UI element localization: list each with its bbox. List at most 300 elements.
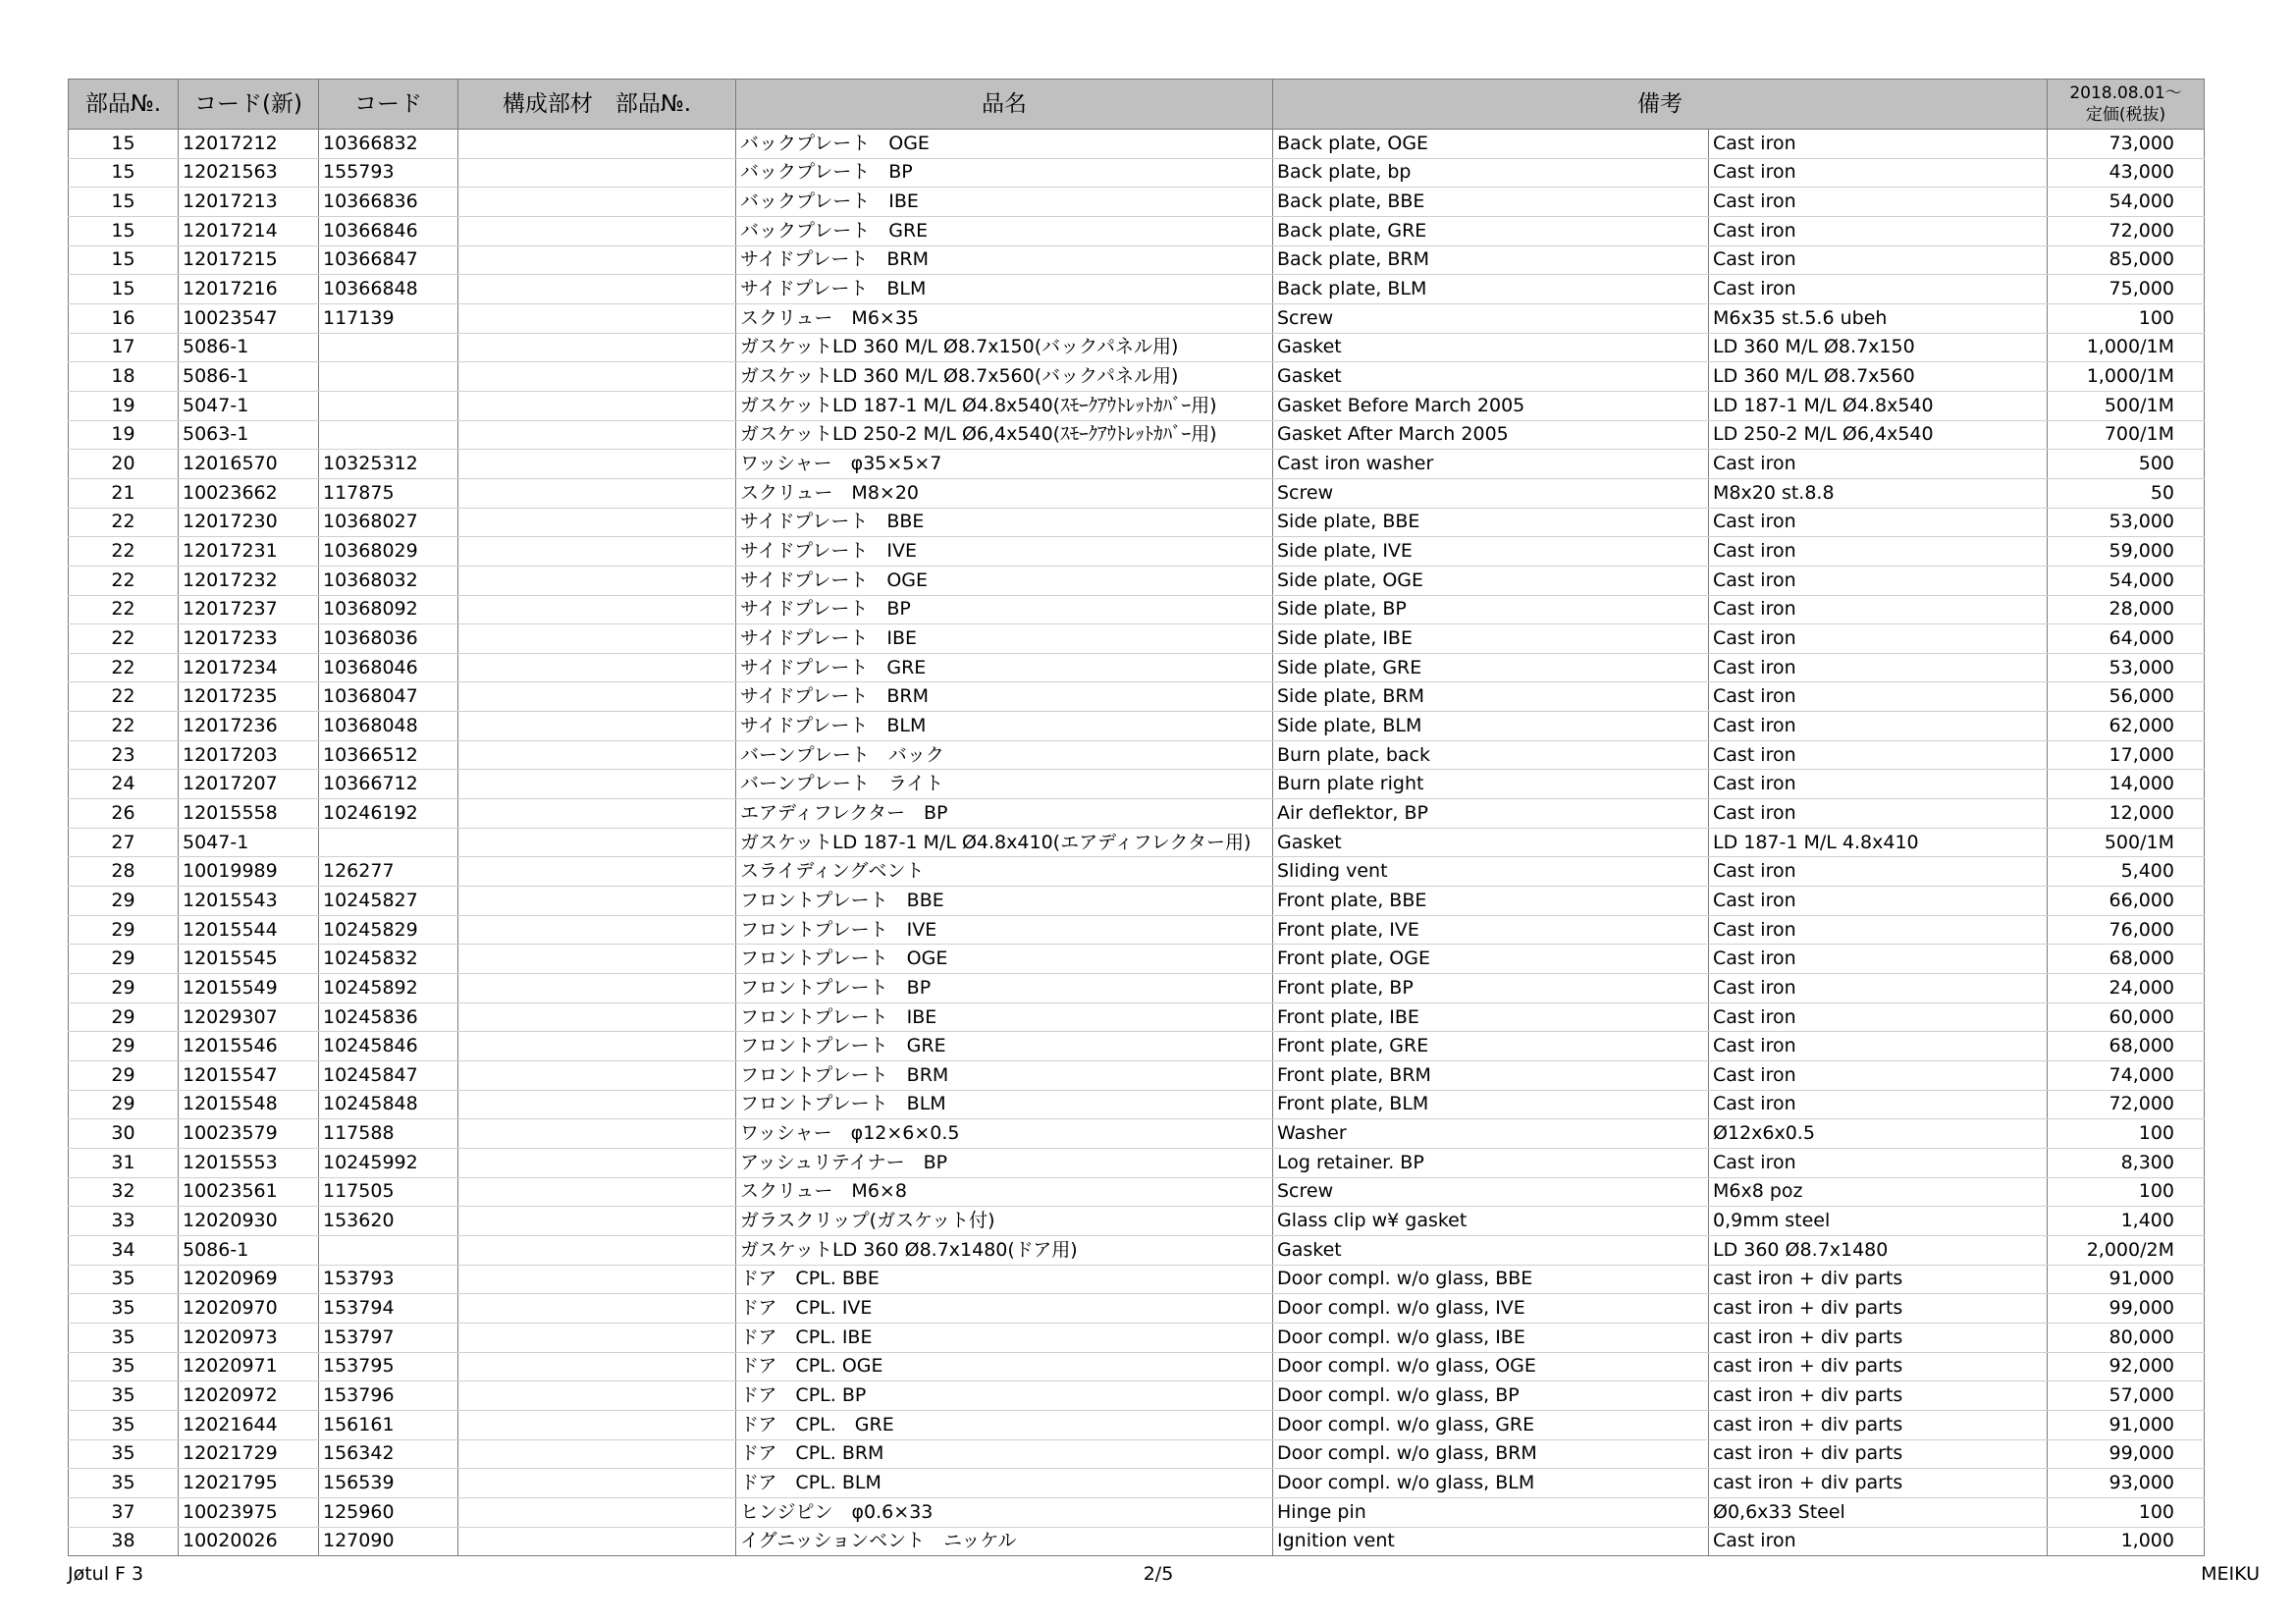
- cell-code: 127090: [319, 1527, 458, 1556]
- cell-code-new: 10019989: [179, 857, 319, 887]
- table-row: [69, 1352, 2205, 1381]
- cell-code-new: 12015545: [179, 945, 319, 974]
- cell-code-new: 12017207: [179, 770, 319, 799]
- cell-name: サイドプレート BBE: [736, 508, 1273, 537]
- cell-code-new: 12015544: [179, 915, 319, 945]
- footer-page-number: 2/5: [1143, 1563, 1174, 1585]
- table-row: [69, 857, 2205, 887]
- cell-part-no: 22: [69, 624, 179, 654]
- cell-code: 10245992: [319, 1148, 458, 1177]
- cell-remarks-en: Front plate, BBE: [1273, 887, 1709, 916]
- cell-remarks-en: Screw: [1273, 478, 1709, 508]
- cell-component-part-no: [458, 216, 736, 245]
- table-row: [69, 740, 2205, 770]
- table-row: [69, 1090, 2205, 1119]
- cell-part-no: 26: [69, 799, 179, 829]
- cell-part-no: 15: [69, 245, 179, 275]
- table-row: [69, 1148, 2205, 1177]
- cell-remarks-en: Door compl. w/o glass, BLM: [1273, 1469, 1709, 1498]
- cell-code-new: 12017213: [179, 188, 319, 217]
- cell-part-no: 22: [69, 653, 179, 682]
- cell-component-part-no: [458, 1148, 736, 1177]
- cell-component-part-no: [458, 1061, 736, 1091]
- cell-part-no: 33: [69, 1207, 179, 1236]
- header-component-part-no: 構成部材 部品№.: [458, 80, 736, 130]
- cell-remarks-material: Cast iron: [1709, 188, 2048, 217]
- cell-name: フロントプレート IBE: [736, 1002, 1273, 1032]
- cell-component-part-no: [458, 508, 736, 537]
- table-row: [69, 420, 2205, 450]
- cell-part-no: 29: [69, 1061, 179, 1091]
- cell-code: 10245829: [319, 915, 458, 945]
- cell-code: 10368046: [319, 653, 458, 682]
- cell-remarks-material: Cast iron: [1709, 1032, 2048, 1061]
- cell-name: サイドプレート BLM: [736, 712, 1273, 741]
- cell-code: 117505: [319, 1177, 458, 1207]
- cell-code: [319, 362, 458, 392]
- table-row: [69, 1469, 2205, 1498]
- cell-remarks-material: Cast iron: [1709, 1527, 2048, 1556]
- cell-part-no: 19: [69, 391, 179, 420]
- cell-name: ドア CPL. BLM: [736, 1469, 1273, 1498]
- table-row: [69, 216, 2205, 245]
- table-row: [69, 828, 2205, 857]
- cell-remarks-material: Cast iron: [1709, 1061, 2048, 1091]
- table-row: [69, 333, 2205, 362]
- cell-name: ドア CPL. BBE: [736, 1265, 1273, 1294]
- cell-component-part-no: [458, 974, 736, 1003]
- cell-part-no: 29: [69, 1002, 179, 1032]
- cell-remarks-en: Back plate, BLM: [1273, 275, 1709, 304]
- cell-part-no: 15: [69, 275, 179, 304]
- cell-remarks-material: cast iron + div parts: [1709, 1294, 2048, 1324]
- cell-remarks-en: Side plate, BP: [1273, 595, 1709, 624]
- cell-code-new: 12017233: [179, 624, 319, 654]
- cell-part-no: 28: [69, 857, 179, 887]
- cell-part-no: 22: [69, 712, 179, 741]
- table-row: [69, 1497, 2205, 1527]
- cell-price: 72,000: [2048, 216, 2205, 245]
- cell-code-new: 12020970: [179, 1294, 319, 1324]
- cell-code-new: 12021563: [179, 158, 319, 188]
- cell-code: 10366512: [319, 740, 458, 770]
- cell-component-part-no: [458, 1323, 736, 1352]
- cell-remarks-en: Side plate, BBE: [1273, 508, 1709, 537]
- table-row: [69, 1177, 2205, 1207]
- cell-part-no: 15: [69, 188, 179, 217]
- cell-remarks-material: Cast iron: [1709, 799, 2048, 829]
- cell-component-part-no: [458, 595, 736, 624]
- cell-name: フロントプレート BLM: [736, 1090, 1273, 1119]
- cell-part-no: 21: [69, 478, 179, 508]
- cell-code: 10245832: [319, 945, 458, 974]
- cell-code-new: 12029307: [179, 1002, 319, 1032]
- cell-component-part-no: [458, 1381, 736, 1411]
- cell-component-part-no: [458, 333, 736, 362]
- cell-code: 10366836: [319, 188, 458, 217]
- cell-price: 43,000: [2048, 158, 2205, 188]
- cell-code-new: 12017212: [179, 130, 319, 159]
- cell-remarks-en: Gasket Before March 2005: [1273, 391, 1709, 420]
- cell-code: 10368029: [319, 537, 458, 567]
- cell-price: 100: [2048, 1177, 2205, 1207]
- cell-remarks-en: Back plate, BRM: [1273, 245, 1709, 275]
- cell-price: 100: [2048, 1119, 2205, 1149]
- cell-price: 66,000: [2048, 887, 2205, 916]
- cell-code-new: 5086-1: [179, 333, 319, 362]
- cell-remarks-material: M6x8 poz: [1709, 1177, 2048, 1207]
- cell-remarks-en: Gasket: [1273, 1235, 1709, 1265]
- table-row: [69, 362, 2205, 392]
- cell-remarks-material: Cast iron: [1709, 1090, 2048, 1119]
- cell-remarks-en: Burn plate right: [1273, 770, 1709, 799]
- cell-remarks-en: Door compl. w/o glass, BBE: [1273, 1265, 1709, 1294]
- cell-component-part-no: [458, 1032, 736, 1061]
- cell-code: 117588: [319, 1119, 458, 1149]
- cell-remarks-en: Side plate, IVE: [1273, 537, 1709, 567]
- table-row: [69, 566, 2205, 595]
- cell-remarks-material: Cast iron: [1709, 653, 2048, 682]
- table-row: [69, 1323, 2205, 1352]
- cell-name: ワッシャー φ35×5×7: [736, 450, 1273, 479]
- cell-part-no: 15: [69, 130, 179, 159]
- cell-remarks-en: Side plate, IBE: [1273, 624, 1709, 654]
- table-header: [69, 80, 2205, 130]
- cell-remarks-en: Back plate, BBE: [1273, 188, 1709, 217]
- cell-price: 60,000: [2048, 1002, 2205, 1032]
- cell-component-part-no: [458, 188, 736, 217]
- cell-remarks-material: M6x35 st.5.6 ubeh: [1709, 303, 2048, 333]
- cell-remarks-material: Cast iron: [1709, 624, 2048, 654]
- cell-price: 68,000: [2048, 1032, 2205, 1061]
- cell-code-new: 12017235: [179, 682, 319, 712]
- cell-remarks-material: cast iron + div parts: [1709, 1352, 2048, 1381]
- cell-code: [319, 333, 458, 362]
- cell-remarks-material: LD 250-2 M/L Ø6,4x540: [1709, 420, 2048, 450]
- cell-code-new: 12017215: [179, 245, 319, 275]
- cell-code: 10366712: [319, 770, 458, 799]
- cell-remarks-material: Cast iron: [1709, 537, 2048, 567]
- cell-code-new: 12015547: [179, 1061, 319, 1091]
- cell-price: 68,000: [2048, 945, 2205, 974]
- cell-price: 75,000: [2048, 275, 2205, 304]
- header-price-date: 2018.08.01～: [2069, 83, 2182, 103]
- cell-part-no: 35: [69, 1265, 179, 1294]
- cell-code: 10245827: [319, 887, 458, 916]
- cell-name: ガスケットLD 187-1 M/L Ø4.8x540(ｽﾓｰｸｱｳﾄﾚｯﾄｶﾊﾞｰ用): [736, 391, 1273, 420]
- cell-remarks-en: Door compl. w/o glass, OGE: [1273, 1352, 1709, 1381]
- table-row: [69, 770, 2205, 799]
- cell-remarks-material: Cast iron: [1709, 857, 2048, 887]
- cell-name: ワッシャー φ12×6×0.5: [736, 1119, 1273, 1149]
- cell-code: 155793: [319, 158, 458, 188]
- cell-remarks-material: Cast iron: [1709, 712, 2048, 741]
- cell-remarks-en: Cast iron washer: [1273, 450, 1709, 479]
- cell-name: バックプレート OGE: [736, 130, 1273, 159]
- cell-part-no: 22: [69, 682, 179, 712]
- cell-name: ガスケットLD 187-1 M/L Ø4.8x410(エアディフレクター用): [736, 828, 1273, 857]
- cell-price: 8,300: [2048, 1148, 2205, 1177]
- cell-remarks-en: Glass clip w¥ gasket: [1273, 1207, 1709, 1236]
- cell-code-new: 10023547: [179, 303, 319, 333]
- cell-component-part-no: [458, 1265, 736, 1294]
- table-row: [69, 1032, 2205, 1061]
- cell-code-new: 12017234: [179, 653, 319, 682]
- cell-code-new: 12015546: [179, 1032, 319, 1061]
- table-row: [69, 1265, 2205, 1294]
- cell-name: バーンプレート バック: [736, 740, 1273, 770]
- cell-remarks-material: Cast iron: [1709, 974, 2048, 1003]
- cell-code-new: 12015543: [179, 887, 319, 916]
- footer-company: MEIKU: [2201, 1563, 2260, 1585]
- table-row: [69, 915, 2205, 945]
- cell-code: 156161: [319, 1410, 458, 1439]
- cell-remarks-material: Cast iron: [1709, 945, 2048, 974]
- cell-part-no: 19: [69, 420, 179, 450]
- table-row: [69, 1002, 2205, 1032]
- cell-part-no: 17: [69, 333, 179, 362]
- cell-code-new: 10023561: [179, 1177, 319, 1207]
- cell-part-no: 35: [69, 1294, 179, 1324]
- cell-part-no: 22: [69, 566, 179, 595]
- cell-name: サイドプレート OGE: [736, 566, 1273, 595]
- cell-code-new: 5047-1: [179, 391, 319, 420]
- cell-code: 10368036: [319, 624, 458, 654]
- cell-remarks-en: Gasket After March 2005: [1273, 420, 1709, 450]
- cell-price: 62,000: [2048, 712, 2205, 741]
- cell-code-new: 12015548: [179, 1090, 319, 1119]
- cell-remarks-material: Cast iron: [1709, 130, 2048, 159]
- cell-code: 117875: [319, 478, 458, 508]
- cell-code-new: 12017230: [179, 508, 319, 537]
- cell-component-part-no: [458, 857, 736, 887]
- cell-remarks-material: LD 360 M/L Ø8.7x560: [1709, 362, 2048, 392]
- cell-component-part-no: [458, 478, 736, 508]
- cell-price: 17,000: [2048, 740, 2205, 770]
- cell-code: [319, 828, 458, 857]
- cell-remarks-material: Cast iron: [1709, 566, 2048, 595]
- cell-component-part-no: [458, 1497, 736, 1527]
- cell-price: 53,000: [2048, 653, 2205, 682]
- cell-price: 74,000: [2048, 1061, 2205, 1091]
- cell-code-new: 12020930: [179, 1207, 319, 1236]
- header-code-new: コード(新): [179, 80, 319, 130]
- cell-remarks-material: LD 187-1 M/L 4.8x410: [1709, 828, 2048, 857]
- cell-price: 5,400: [2048, 857, 2205, 887]
- cell-name: ドア CPL. BP: [736, 1381, 1273, 1411]
- cell-code: 10245848: [319, 1090, 458, 1119]
- cell-component-part-no: [458, 1177, 736, 1207]
- cell-name: フロントプレート BBE: [736, 887, 1273, 916]
- cell-remarks-en: Front plate, IVE: [1273, 915, 1709, 945]
- cell-price: 80,000: [2048, 1323, 2205, 1352]
- cell-component-part-no: [458, 566, 736, 595]
- header-name: 品名: [736, 80, 1273, 130]
- table-row: [69, 245, 2205, 275]
- cell-component-part-no: [458, 420, 736, 450]
- cell-part-no: 35: [69, 1410, 179, 1439]
- table-row: [69, 1207, 2205, 1236]
- cell-remarks-en: Screw: [1273, 303, 1709, 333]
- cell-component-part-no: [458, 1527, 736, 1556]
- cell-remarks-en: Front plate, OGE: [1273, 945, 1709, 974]
- cell-part-no: 22: [69, 537, 179, 567]
- cell-remarks-en: Washer: [1273, 1119, 1709, 1149]
- cell-name: フロントプレート GRE: [736, 1032, 1273, 1061]
- cell-price: 1,400: [2048, 1207, 2205, 1236]
- cell-remarks-en: Gasket: [1273, 362, 1709, 392]
- table-row: [69, 1381, 2205, 1411]
- cell-code: 10368027: [319, 508, 458, 537]
- cell-component-part-no: [458, 303, 736, 333]
- cell-price: 500: [2048, 450, 2205, 479]
- cell-code-new: 12015553: [179, 1148, 319, 1177]
- cell-name: スクリュー M8×20: [736, 478, 1273, 508]
- table-row: [69, 1061, 2205, 1091]
- cell-part-no: 35: [69, 1439, 179, 1469]
- cell-code-new: 12015558: [179, 799, 319, 829]
- cell-code: 10366848: [319, 275, 458, 304]
- cell-code-new: 12015549: [179, 974, 319, 1003]
- cell-component-part-no: [458, 1090, 736, 1119]
- table-row: [69, 1235, 2205, 1265]
- cell-component-part-no: [458, 682, 736, 712]
- cell-code: 153797: [319, 1323, 458, 1352]
- cell-price: 91,000: [2048, 1410, 2205, 1439]
- cell-code: 10245847: [319, 1061, 458, 1091]
- cell-name: ドア CPL. BRM: [736, 1439, 1273, 1469]
- cell-remarks-material: cast iron + div parts: [1709, 1381, 2048, 1411]
- cell-component-part-no: [458, 887, 736, 916]
- cell-name: スクリュー M6×8: [736, 1177, 1273, 1207]
- cell-remarks-material: Cast iron: [1709, 216, 2048, 245]
- cell-code-new: 5086-1: [179, 1235, 319, 1265]
- cell-code: 10245846: [319, 1032, 458, 1061]
- cell-remarks-material: cast iron + div parts: [1709, 1469, 2048, 1498]
- cell-price: 12,000: [2048, 799, 2205, 829]
- cell-component-part-no: [458, 1294, 736, 1324]
- cell-price: 24,000: [2048, 974, 2205, 1003]
- cell-price: 500/1M: [2048, 828, 2205, 857]
- cell-component-part-no: [458, 624, 736, 654]
- cell-code: 10366847: [319, 245, 458, 275]
- cell-part-no: 29: [69, 915, 179, 945]
- cell-part-no: 16: [69, 303, 179, 333]
- cell-price: 72,000: [2048, 1090, 2205, 1119]
- cell-price: 14,000: [2048, 770, 2205, 799]
- cell-price: 99,000: [2048, 1294, 2205, 1324]
- cell-component-part-no: [458, 1002, 736, 1032]
- cell-code-new: 12016570: [179, 450, 319, 479]
- cell-code-new: 10023579: [179, 1119, 319, 1149]
- cell-part-no: 37: [69, 1497, 179, 1527]
- cell-name: サイドプレート GRE: [736, 653, 1273, 682]
- cell-remarks-en: Door compl. w/o glass, GRE: [1273, 1410, 1709, 1439]
- cell-price: 54,000: [2048, 566, 2205, 595]
- cell-remarks-en: Back plate, bp: [1273, 158, 1709, 188]
- cell-name: ガラスクリップ(ガスケット付): [736, 1207, 1273, 1236]
- cell-name: サイドプレート IVE: [736, 537, 1273, 567]
- table-row: [69, 303, 2205, 333]
- cell-price: 500/1M: [2048, 391, 2205, 420]
- cell-name: バックプレート IBE: [736, 188, 1273, 217]
- cell-name: ヒンジピン φ0.6×33: [736, 1497, 1273, 1527]
- cell-name: ドア CPL. OGE: [736, 1352, 1273, 1381]
- cell-name: バックプレート BP: [736, 158, 1273, 188]
- cell-price: 100: [2048, 303, 2205, 333]
- table-row: [69, 537, 2205, 567]
- cell-component-part-no: [458, 770, 736, 799]
- cell-component-part-no: [458, 391, 736, 420]
- cell-name: バーンプレート ライト: [736, 770, 1273, 799]
- table-row: [69, 887, 2205, 916]
- cell-code-new: 5047-1: [179, 828, 319, 857]
- table-row: [69, 450, 2205, 479]
- cell-remarks-material: Cast iron: [1709, 158, 2048, 188]
- cell-name: ガスケットLD 360 M/L Ø8.7x560(バックパネル用): [736, 362, 1273, 392]
- cell-code: 153620: [319, 1207, 458, 1236]
- cell-remarks-material: Ø0,6x33 Steel: [1709, 1497, 2048, 1527]
- cell-code: 153796: [319, 1381, 458, 1411]
- cell-code: [319, 1235, 458, 1265]
- table-row: [69, 682, 2205, 712]
- cell-price: 100: [2048, 1497, 2205, 1527]
- table-row: [69, 974, 2205, 1003]
- header-remarks: 備考: [1273, 80, 2048, 130]
- cell-code: 117139: [319, 303, 458, 333]
- cell-remarks-material: cast iron + div parts: [1709, 1323, 2048, 1352]
- cell-code: 156342: [319, 1439, 458, 1469]
- cell-component-part-no: [458, 712, 736, 741]
- cell-remarks-material: Cast iron: [1709, 1002, 2048, 1032]
- cell-code: [319, 391, 458, 420]
- cell-part-no: 31: [69, 1148, 179, 1177]
- cell-remarks-material: LD 187-1 M/L Ø4.8x540: [1709, 391, 2048, 420]
- cell-name: エアディフレクター BP: [736, 799, 1273, 829]
- cell-remarks-en: Gasket: [1273, 828, 1709, 857]
- cell-price: 53,000: [2048, 508, 2205, 537]
- cell-name: スライディングベント: [736, 857, 1273, 887]
- cell-part-no: 29: [69, 1090, 179, 1119]
- parts-table: [68, 79, 2205, 1556]
- cell-remarks-material: Cast iron: [1709, 450, 2048, 479]
- cell-price: 99,000: [2048, 1439, 2205, 1469]
- cell-component-part-no: [458, 740, 736, 770]
- cell-remarks-en: Door compl. w/o glass, BP: [1273, 1381, 1709, 1411]
- cell-name: バックプレート GRE: [736, 216, 1273, 245]
- cell-remarks-material: M8x20 st.8.8: [1709, 478, 2048, 508]
- cell-part-no: 23: [69, 740, 179, 770]
- cell-name: スクリュー M6×35: [736, 303, 1273, 333]
- cell-code: 153794: [319, 1294, 458, 1324]
- cell-name: ガスケットLD 250-2 M/L Ø6,4x540(ｽﾓｰｸｱｳﾄﾚｯﾄｶﾊﾞｰ用): [736, 420, 1273, 450]
- cell-remarks-material: cast iron + div parts: [1709, 1439, 2048, 1469]
- cell-code-new: 12017203: [179, 740, 319, 770]
- cell-name: ドア CPL. IBE: [736, 1323, 1273, 1352]
- cell-remarks-material: Cast iron: [1709, 275, 2048, 304]
- cell-code-new: 12020972: [179, 1381, 319, 1411]
- table-row: [69, 653, 2205, 682]
- cell-code: 125960: [319, 1497, 458, 1527]
- cell-component-part-no: [458, 799, 736, 829]
- cell-remarks-en: Front plate, BP: [1273, 974, 1709, 1003]
- cell-component-part-no: [458, 653, 736, 682]
- cell-part-no: 24: [69, 770, 179, 799]
- header-code: コード: [319, 80, 458, 130]
- cell-remarks-en: Side plate, BLM: [1273, 712, 1709, 741]
- cell-remarks-material: 0,9mm steel: [1709, 1207, 2048, 1236]
- footer-model: Jøtul F 3: [68, 1563, 144, 1585]
